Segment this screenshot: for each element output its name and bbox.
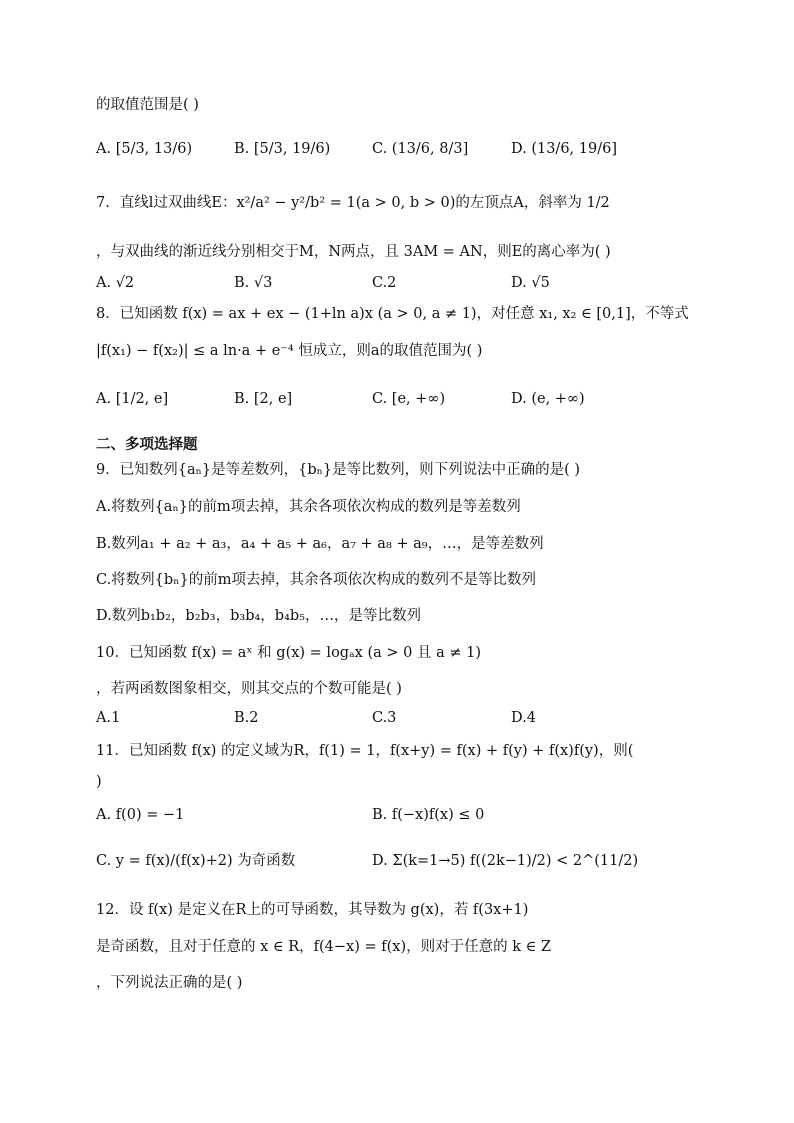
q8-stem-line1: 8．已知函数 f(x) = ax + ex − (1+ln a)x (a > 0, a ≠ 1)，对任意 x₁, x₂ ∈ [0,1]，不等式	[96, 306, 689, 322]
q10-option-c: C.3	[372, 710, 397, 726]
q11-stem-line2: )	[96, 774, 102, 790]
q10-option-b: B.2	[234, 710, 259, 726]
q7-option-b: B. √3	[234, 275, 273, 291]
q11-option-a: A. f(0) = −1	[96, 807, 185, 823]
q7-option-c: C.2	[372, 275, 397, 291]
q11-option-b: B. f(−x)f(x) ≤ 0	[372, 807, 485, 823]
q9-option-a: A.将数列{aₙ}的前m项去掉，其余各项依次构成的数列是等差数列	[96, 499, 521, 515]
q12-stem-line1: 12．设 f(x) 是定义在R上的可导函数，其导数为 g(x)，若 f(3x+1)	[96, 902, 529, 918]
q8-stem-line2: |f(x₁) − f(x₂)| ≤ a ln·a + e⁻⁴ 恒成立，则a的取值范围为( )	[96, 343, 483, 359]
q8-option-d: D. (e, +∞)	[511, 391, 585, 407]
q11-option-d: D. Σ(k=1→5) f((2k−1)/2) < 2^(11/2)	[372, 853, 639, 869]
q6-option-a: A. [5/3, 13/6)	[96, 141, 193, 157]
q11-option-c: C. y = f(x)/(f(x)+2) 为奇函数	[96, 853, 296, 869]
q11-stem-line1: 11．已知函数 f(x) 的定义域为R，f(1) = 1，f(x+y) = f(x) + f(y) + f(x)f(y)，则(	[96, 743, 634, 759]
q6-option-c: C. (13/6, 8/3]	[372, 141, 469, 157]
q6-option-b: B. [5/3, 19/6)	[234, 141, 331, 157]
section-heading: 二、多项选择题	[96, 437, 198, 453]
q9-stem: 9．已知数列{aₙ}是等差数列，{bₙ}是等比数列，则下列说法中正确的是( )	[96, 462, 581, 478]
q10-option-a: A.1	[96, 710, 121, 726]
q12-stem-line3: ，下列说法正确的是( )	[96, 975, 243, 991]
q6-option-d: D. (13/6, 19/6]	[511, 141, 617, 157]
q7-option-d: D. √5	[511, 275, 550, 291]
q8-option-a: A. [1/2, e]	[96, 391, 169, 407]
q7-option-a: A. √2	[96, 275, 135, 291]
q10-stem-line1: 10．已知函数 f(x) = aˣ 和 g(x) = logₐx (a > 0 且 a ≠ 1)	[96, 645, 481, 661]
q7-stem-line2: ，与双曲线的渐近线分别相交于M，N两点，且 3AM = AN，则E的离心率为( )	[96, 244, 611, 260]
q9-option-c: C.将数列{bₙ}的前m项去掉，其余各项依次构成的数列不是等比数列	[96, 572, 536, 588]
q9-option-b: B.数列a₁ + a₂ + a₃，a₄ + a₅ + a₆，a₇ + a₈ + a₉，…，是等差数列	[96, 536, 544, 552]
q7-stem-line1: 7．直线l过双曲线E：x²/a² − y²/b² = 1(a > 0, b > 0)的左顶点A，斜率为 1/2	[96, 195, 610, 211]
q8-option-c: C. [e, +∞)	[372, 391, 446, 407]
q9-option-d: D.数列b₁b₂，b₂b₃，b₃b₄，b₄b₅，…，是等比数列	[96, 608, 421, 624]
q6-stem-tail: 的取值范围是( )	[96, 97, 199, 113]
q12-stem-line2: 是奇函数，且对于任意的 x ∈ R，f(4−x) = f(x)，则对于任意的 k ∈ Z	[96, 939, 552, 955]
q8-option-b: B. [2, e]	[234, 391, 293, 407]
q10-stem-line2: ，若两函数图象相交，则其交点的个数可能是( )	[96, 681, 402, 697]
q10-option-d: D.4	[511, 710, 536, 726]
